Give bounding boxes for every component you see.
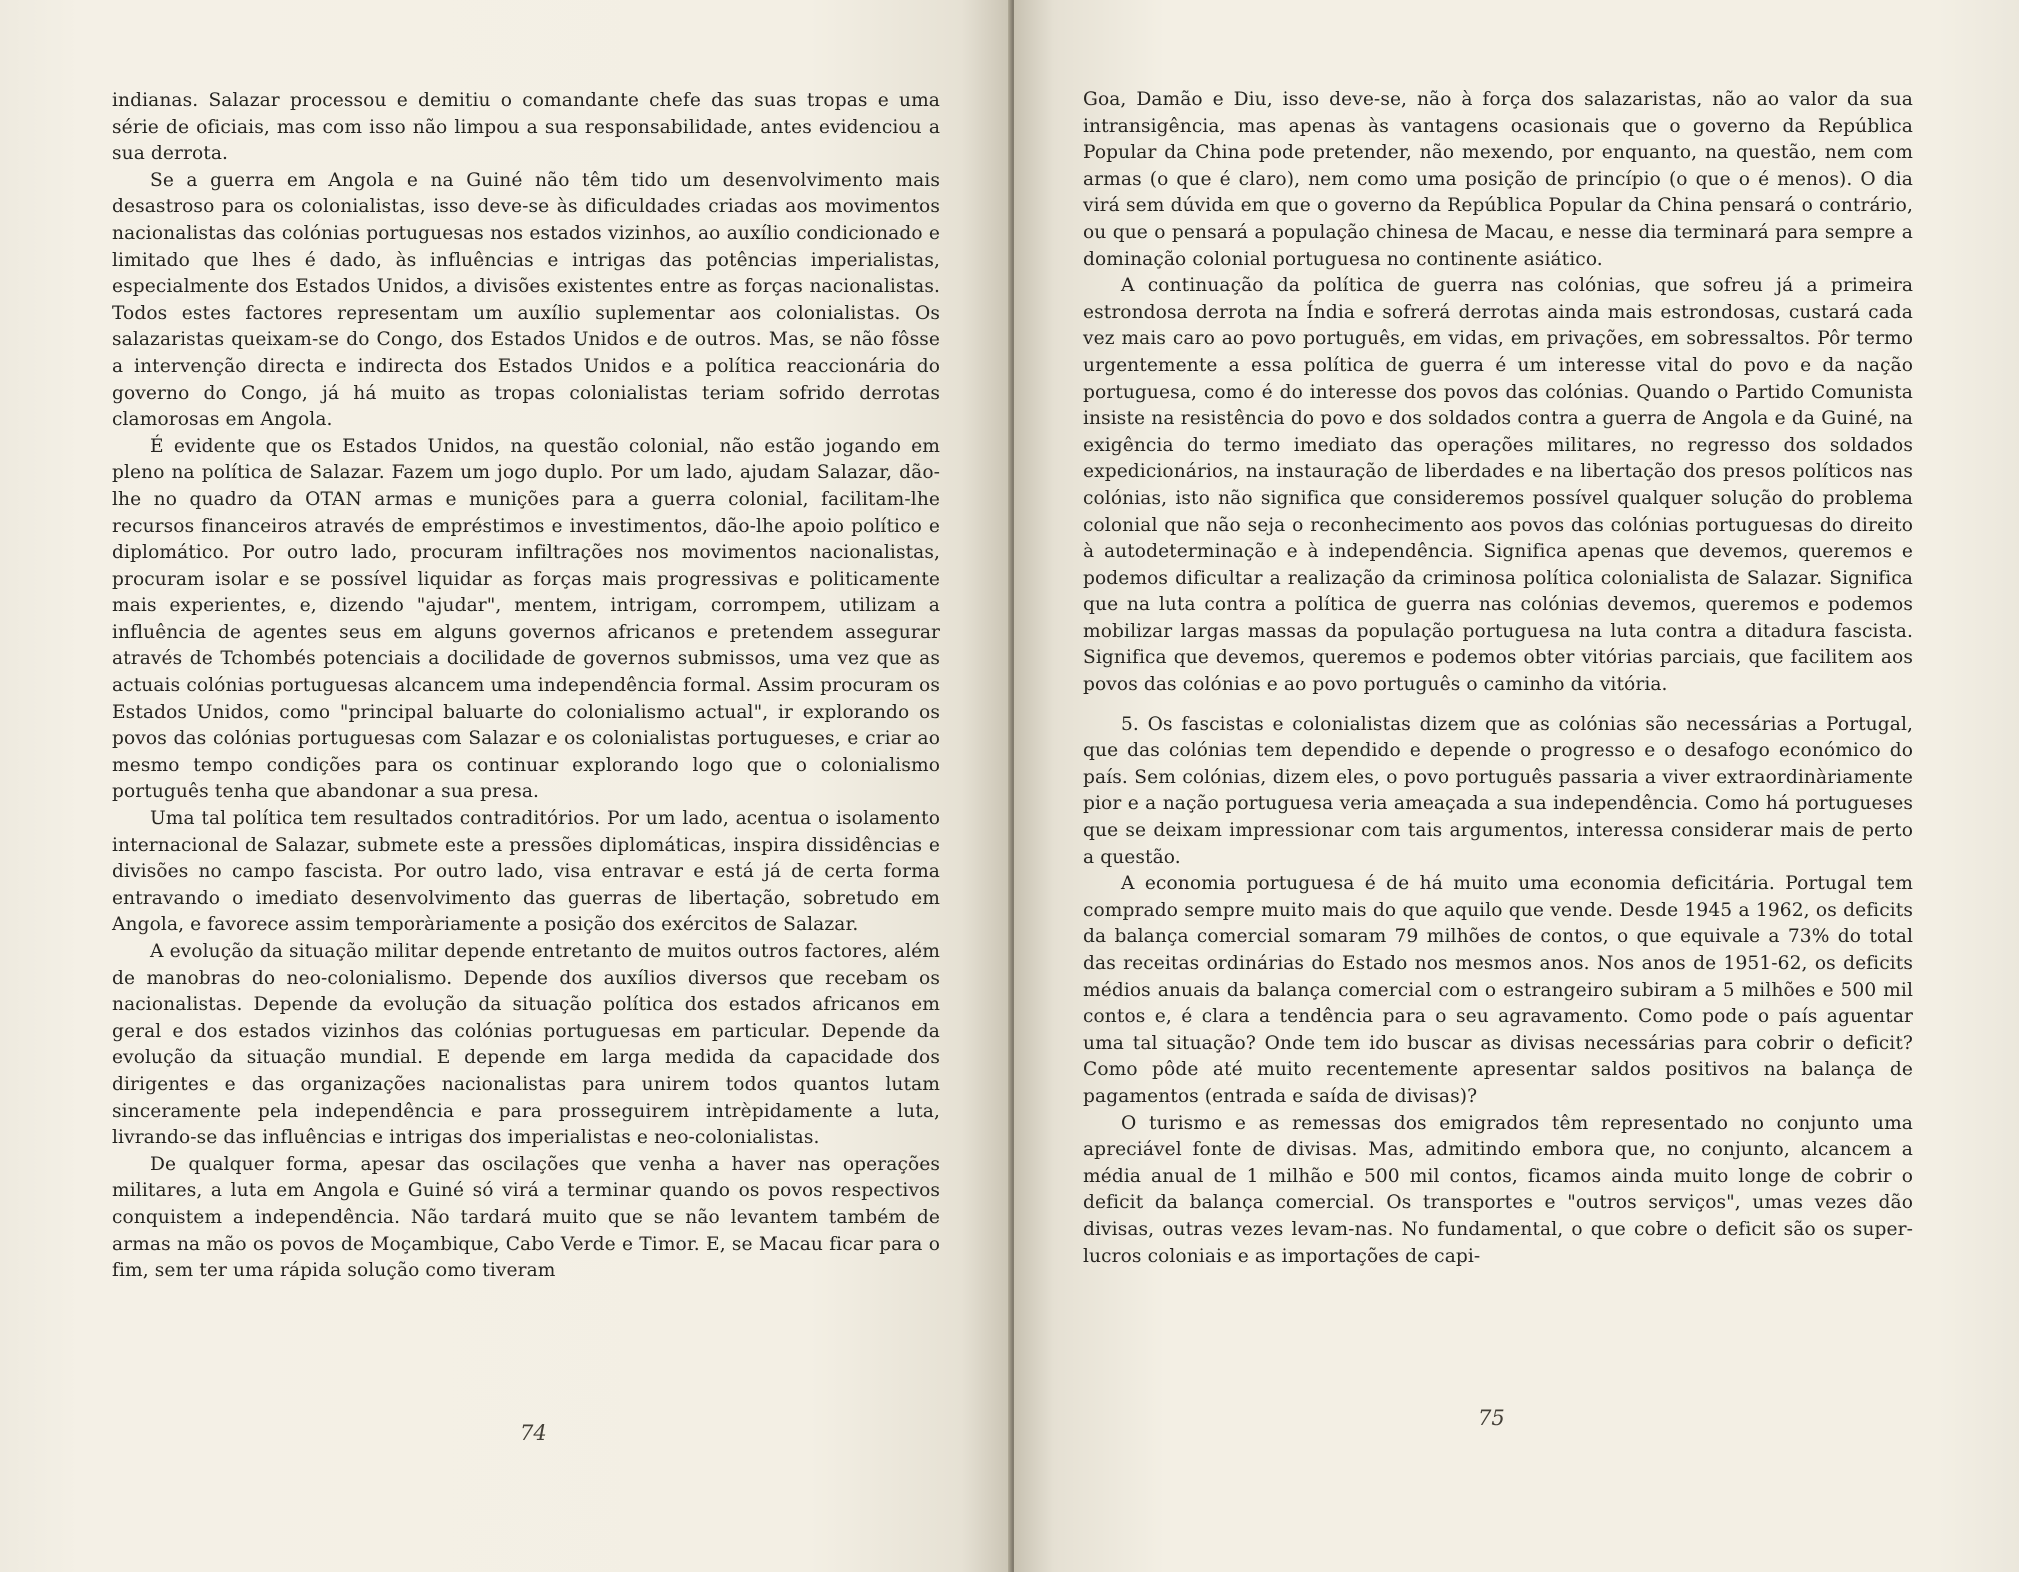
page-number: 74 (520, 1421, 547, 1445)
left-page-text (112, 88, 940, 1285)
right-page (1014, 0, 2019, 1572)
paragraph: A economia portuguesa é de há muito uma economia deficitária. Portugal tem comprado sempre muito mais do que aquilo que vende. Desde 1945 a 1962, os deficits da balança comercial somaram 79 milhões de contos, o que equivale a 73% do total das receitas ordinárias do Estado nos mesmos anos. Nos anos de 1951-62, os deficits médios anuais da balança comercial com o estrangeiro subiram a 5 milhões e 500 mil contos e, é clara a tendência para o seu agravamento. Como pode o país aguentar uma tal situação? Onde tem ido buscar as divisas necessárias para cobrir o deficit? Como pôde até muito recentemente apresentar saldos positivos na balança de pagamentos (entrada e saída de divisas)? (1083, 873, 1913, 1107)
paragraph: O turismo e as remessas dos emigrados têm representado no conjunto uma apreciável fonte de divisas. Mas, admitindo embora que, no conjunto, alcancem a média anual de 1 milhão e 500 mil contos, ficamos ainda muito longe de cobrir o deficit da balança comercial. Os transportes e "outros serviços", umas vezes dão divisas, outras vezes levam-nas. No fundamental, o que cobre o deficit são os super-lucros coloniais e as importações de capi- (1083, 1112, 1913, 1267)
paragraph: Uma tal política tem resultados contraditórios. Por um lado, acentua o isolamento internacional de Salazar, submete este a pressões diplomáticas, inspira dissidências e divisões no campo fascista. Por outro lado, visa entravar e está já de certa forma entravando o imediato desenvolvimento das guerras de libertação, sobretudo em Angola, e favorece assim temporàriamente a posição dos exércitos de Salazar. (112, 808, 940, 936)
paragraph: De qualquer forma, apesar das oscilações que venha a haver nas operações militares, a luta em Angola e Guiné só virá a terminar quando os povos respectivos conquistem a independência. Não tardará muito que se não levantem também de armas na mão os povos de Moçambique, Cabo Verde e Timor. E, se Macau ficar para o fim, sem ter uma rápida solução como tiveram (112, 1153, 940, 1282)
paragraph: Goa, Damão e Diu, isso deve-se, não à força dos salazaristas, não ao valor da sua intransigência, mas apenas às vantagens ocasionais que o governo da República Popular da China pode pretender, não mexendo, por enquanto, na questão, nem com armas (o que é claro), nem como uma posição de princípio (o que o é menos). O dia virá sem dúvida em que o governo da República Popular da China pensará o contrário, ou que o pensará a população chinesa de Macau, e nesse dia terminará para sempre a dominação colonial portuguesa no continente asiático. (1083, 89, 1913, 270)
right-page-text (1083, 87, 1913, 1270)
paragraph: É evidente que os Estados Unidos, na questão colonial, não estão jogando em pleno na política de Salazar. Fazem um jogo duplo. Por um lado, ajudam Salazar, dão-lhe no quadro da OTAN armas e munições para a guerra colonial, facilitam-lhe recursos financeiros através de empréstimos e investimentos, dão-lhe apoio político e diplomático. Por outro lado, procuram infiltrações nos movimentos nacionalistas, procuram isolar e se possível liquidar as forças mais progressivas e politicamente mais experientes, e, dizendo "ajudar", mentem, intrigam, corrompem, utilizam a influência de agentes seus em alguns governos africanos e pretendem assegurar através de Tchombés potenciais a docilidade de governos submissos, uma vez que as actuais colónias portuguesas alcancem uma independência formal. Assim procuram os Estados Unidos, como "principal baluarte do colonialismo actual", ir explorando os povos das colónias portuguesas com Salazar e os colonialistas portugueses, e criar ao mesmo tempo condições para os continuar explorando logo que o colonialismo português tenha que abandonar a sua presa. (112, 435, 940, 803)
page-number: 75 (1478, 1406, 1505, 1430)
paragraph: A evolução da situação militar depende entretanto de muitos outros factores, além de manobras do neo-colonialismo. Depende dos auxílios diversos que recebam os nacionalistas. Depende da evolução da situação política dos estados africanos em geral e dos estados vizinhos das colónias portuguesas em particular. Depende da evolução da situação mundial. E depende em larga medida da capacidade dos dirigentes e das organizações nacionalistas para unirem todos quantos lutam sinceramente pela independência e para prosseguirem intrèpidamente a luta, livrando-se das influências e intrigas dos imperialistas e neo-colonialistas. (112, 941, 940, 1149)
paragraph: 5. Os fascistas e colonialistas dizem que as colónias são necessárias a Portugal, que das colónias tem dependido e depende o progresso e o desafogo económico do país. Sem colónias, dizem eles, o povo português passaria a viver extraordinàriamente pior e a nação portuguesa veria ameaçada a sua independência. Como há portugueses que se deixam impressionar com tais argumentos, interessa considerar mais de perto a questão. (1083, 713, 1913, 868)
paragraph: A continuação da política de guerra nas colónias, que sofreu já a primeira estrondosa derrota na Índia e sofrerá derrotas ainda mais estrondosas, custará cada vez mais caro ao povo português, em vidas, em privações, em sobressaltos. Pôr termo urgentemente a essa política de guerra é um interesse vital do povo e da nação portuguesa, como é do interesse dos povos das colónias. Quando o Partido Comunista insiste na resistência do povo e dos soldados contra a guerra de Angola e da Guiné, na exigência do termo imediato das operações militares, no regresso dos soldados expedicionários, na instauração de liberdades e na libertação dos presos políticos nas colónias, isto não significa que consideremos possível qualquer solução do problema colonial que não seja o reconhecimento aos povos das colónias portuguesas do direito à autodeterminação e à independência. Significa apenas que devemos, queremos e podemos dificultar a realização da criminosa política colonialista de Salazar. Significa que na luta contra a política de guerra nas colónias devemos, queremos e podemos mobilizar largas massas da população portuguesa na luta contra a ditadura fascista. Significa que devemos, queremos e podemos obter vitórias parciais, que facilitem aos povos das colónias e ao povo português o caminho da vitória. (1083, 275, 1913, 696)
paragraph: Se a guerra em Angola e na Guiné não têm tido um desenvolvimento mais desastroso para os colonialistas, isso deve-se às dificuldades criadas aos movimentos nacionalistas das colónias portuguesas nos estados vizinhos, ao auxílio condicionado e limitado que lhes é dado, às influências e intrigas das potências imperialistas, especialmente dos Estados Unidos, a divisões existentes entre as forças nacionalistas. Todos estes factores representam um auxílio suplementar aos colonialistas. Os salazaristas queixam-se do Congo, dos Estados Unidos e de outros. Mas, se não fôsse a intervenção directa e indirecta dos Estados Unidos e a política reaccionária do governo do Congo, já há muito as tropas colonialistas teriam sofrido derrotas clamorosas em Angola. (112, 169, 940, 431)
paragraph: indianas. Salazar processou e demitiu o comandante chefe das suas tropas e uma série de oficiais, mas com isso não limpou a sua responsabilidade, antes evidenciou a sua derrota. (112, 90, 940, 165)
